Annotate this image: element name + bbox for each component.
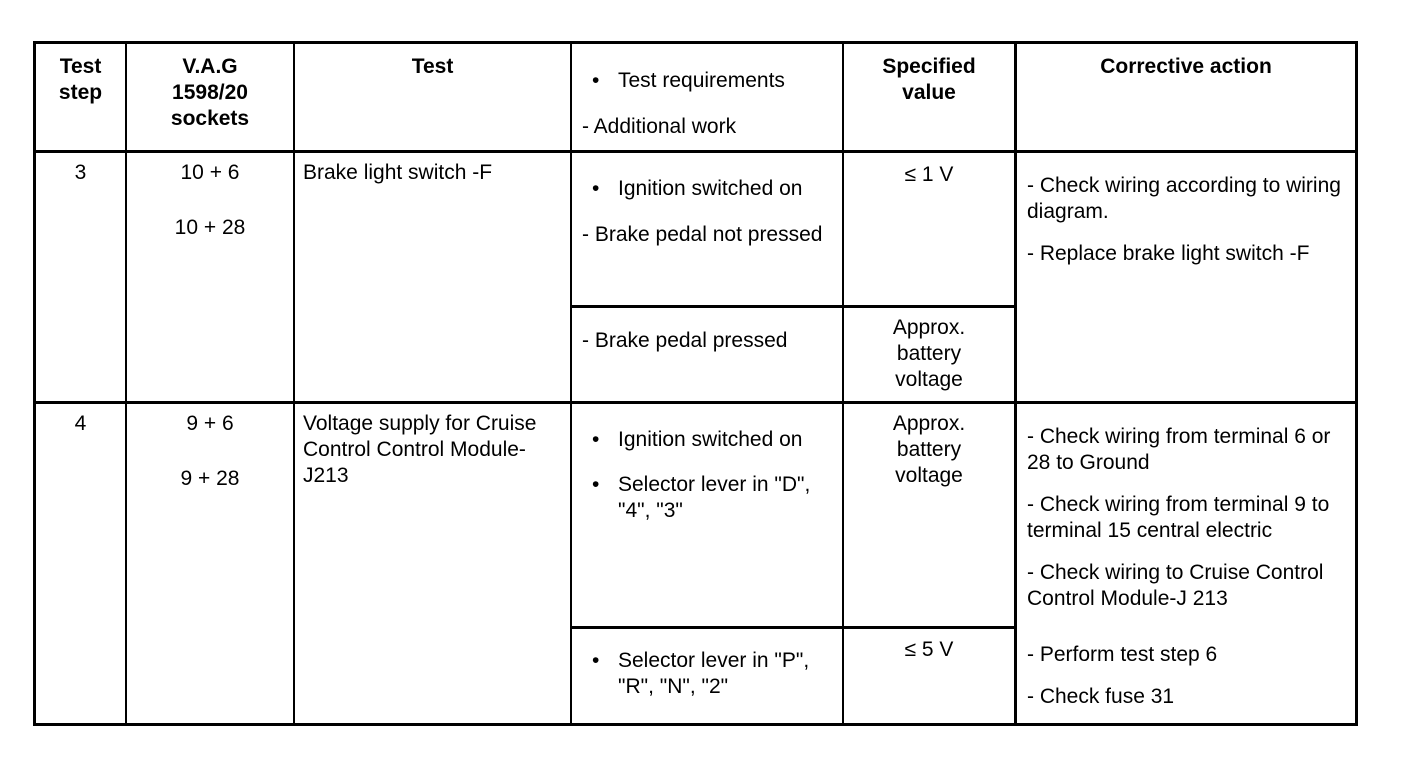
bullet-icon: •: [592, 177, 600, 200]
step-4-corrective-actions: - Check wiring from terminal 6 or 28 to Ground - Check wiring from terminal 9 to terminal 15 central electric - Check wiring to Cruise Control Control Module-J 213 - Perform test step 6 - Check fuse 31: [1027, 425, 1331, 708]
step-4-value-2: ≤ 5 V: [904, 638, 954, 661]
step-3-requirements-2: - Brake pedal pressed: [582, 329, 788, 352]
column-divider: [842, 44, 844, 723]
step-3-value-1: ≤ 1 V: [904, 163, 954, 186]
step-4-sockets: 9 + 6 9 + 28: [180, 412, 240, 490]
column-divider: [125, 44, 127, 723]
column-divider: [570, 44, 572, 723]
step-3-corrective-actions: - Check wiring according to wiring diagram. - Replace brake light switch -F: [1027, 174, 1341, 265]
column-divider: [293, 44, 295, 723]
row-divider: [36, 150, 1355, 153]
sub-row-divider: [570, 305, 1016, 308]
header-specified-value: Specified value: [882, 55, 976, 104]
row-divider: [36, 401, 1355, 404]
header-test: Test: [411, 55, 454, 78]
bullet-icon: •: [592, 649, 600, 672]
header-vag-sockets: V.A.G 1598/20 sockets: [170, 55, 250, 130]
step-3-test: Brake light switch -F: [303, 161, 493, 184]
header-corrective-action: Corrective action: [1100, 55, 1272, 78]
step-4-requirements-2: • Selector lever in "P", "R", "N", "2": [592, 649, 810, 698]
bullet-icon: •: [592, 69, 600, 92]
column-divider: [1014, 44, 1017, 723]
step-3-requirements: • Ignition switched on - Brake pedal not pressed: [582, 177, 823, 246]
step-4-value-1: Approx. battery voltage: [892, 412, 966, 487]
sub-row-divider: [570, 626, 1016, 629]
bullet-icon: •: [592, 473, 600, 496]
step-3-sockets: 10 + 6 10 + 28: [174, 161, 246, 239]
step-4-requirements: • Ignition switched on • Selector lever in "D", "4", "3": [592, 428, 811, 522]
step-3-value-2: Approx. battery voltage: [892, 316, 966, 391]
bullet-icon: •: [592, 428, 600, 451]
step-4-test: Voltage supply for Cruise Control Control Module-J213: [303, 412, 537, 487]
header-requirements: • Test requirements - Additional work: [582, 69, 785, 138]
test-table: [33, 41, 1358, 726]
header-test-step: Test step: [58, 55, 103, 104]
step-3-number: 3: [74, 161, 87, 184]
step-4-number: 4: [74, 412, 87, 435]
